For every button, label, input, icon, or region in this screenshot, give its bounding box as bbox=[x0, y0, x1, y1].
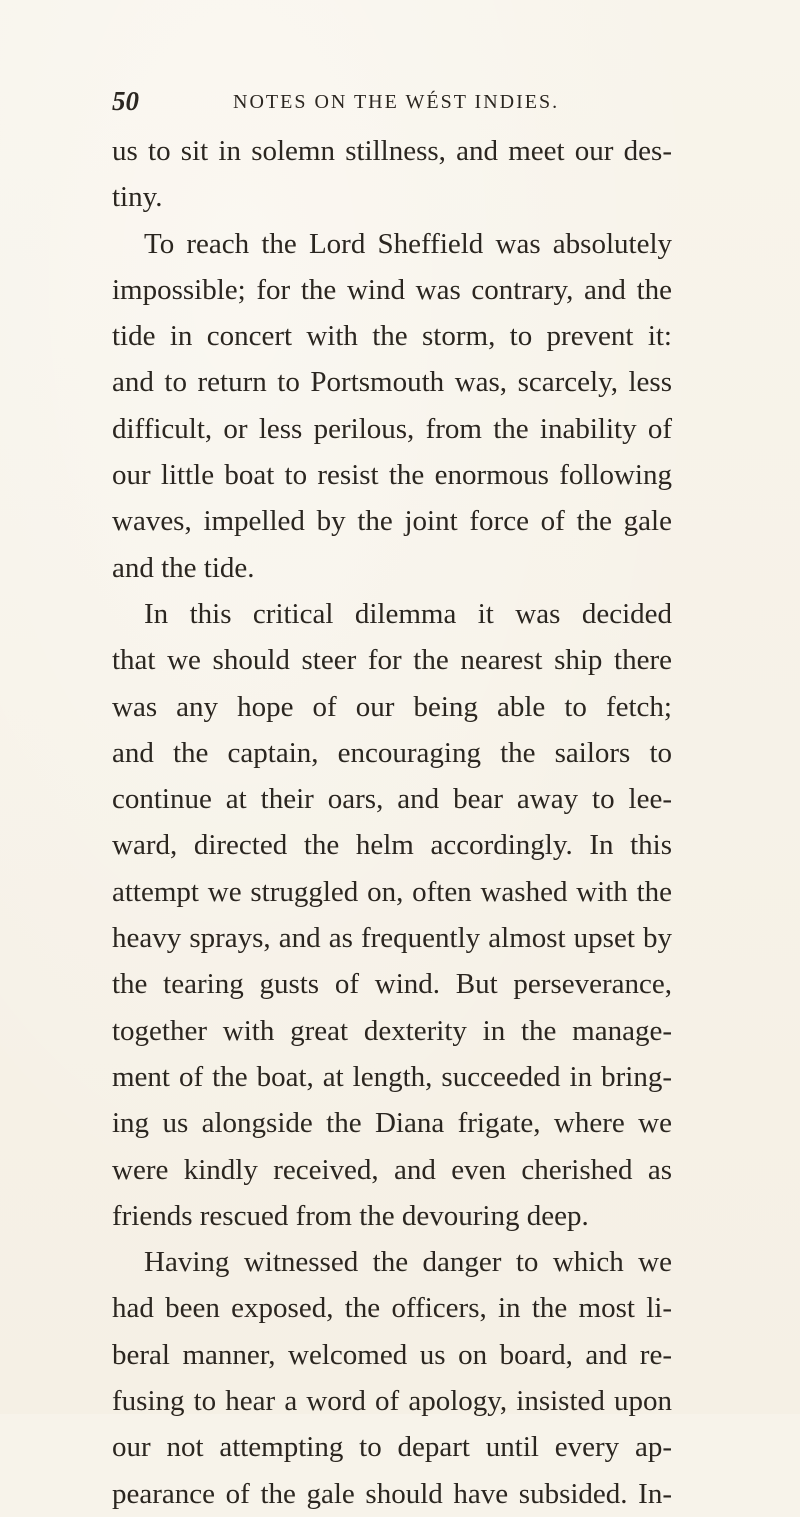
text-line: continue at their oars, and bear away to lee- bbox=[112, 783, 672, 816]
text-line: our little boat to resist the enormous following bbox=[112, 459, 672, 492]
text-line: heavy sprays, and as frequently almost upset by bbox=[112, 922, 672, 955]
text-line: ment of the boat, at length, succeeded in bring- bbox=[112, 1060, 672, 1093]
text-line: ward, directed the helm accordingly. In this bbox=[112, 829, 672, 862]
text-line: and to return to Portsmouth was, scarcely, less bbox=[112, 366, 672, 399]
text-line: had been exposed, the officers, in the most li- bbox=[112, 1292, 672, 1325]
text-line: To reach the Lord Sheffield was absolutely bbox=[144, 227, 672, 260]
text-line: the tearing gusts of wind. But perseverance, bbox=[112, 968, 672, 1001]
text-line: tide in concert with the storm, to prevent it: bbox=[112, 320, 672, 353]
text-line: that we should steer for the nearest ship there bbox=[112, 644, 672, 677]
page-header bbox=[112, 86, 632, 126]
text-line: were kindly received, and even cherished as bbox=[112, 1153, 672, 1186]
text-line: us to sit in solemn stillness, and meet our des- bbox=[112, 135, 672, 167]
text-line: fusing to hear a word of apology, insisted upon bbox=[112, 1385, 672, 1418]
page-number: 50 bbox=[112, 86, 139, 116]
text-line: pearance of the gale should have subsided. In- bbox=[112, 1477, 672, 1510]
text-line: and the tide. bbox=[112, 551, 255, 584]
text-line: friends rescued from the devouring deep. bbox=[112, 1199, 589, 1232]
body-text bbox=[112, 128, 672, 1517]
running-head: NOTES ON THE WÉST INDIES. bbox=[233, 91, 560, 113]
text-line: our not attempting to depart until every ap- bbox=[112, 1431, 672, 1464]
text-line: and the captain, encouraging the sailors to bbox=[112, 736, 672, 769]
text-line: ing us alongside the Diana frigate, where we bbox=[112, 1107, 672, 1140]
text-line: tiny. bbox=[112, 181, 163, 214]
text-line: was any hope of our being able to fetch; bbox=[112, 690, 672, 723]
text-line: waves, impelled by the joint force of the gale bbox=[112, 505, 672, 538]
text-line: attempt we struggled on, often washed with the bbox=[112, 875, 672, 908]
text-line: In this critical dilemma it was decided bbox=[144, 597, 672, 630]
text-line: beral manner, welcomed us on board, and re- bbox=[112, 1338, 672, 1371]
text-line: together with great dexterity in the manage- bbox=[112, 1014, 672, 1047]
text-line: impossible; for the wind was contrary, and the bbox=[112, 273, 672, 306]
text-line: difficult, or less perilous, from the inability of bbox=[112, 412, 672, 445]
text-line: Having witnessed the danger to which we bbox=[144, 1246, 672, 1279]
